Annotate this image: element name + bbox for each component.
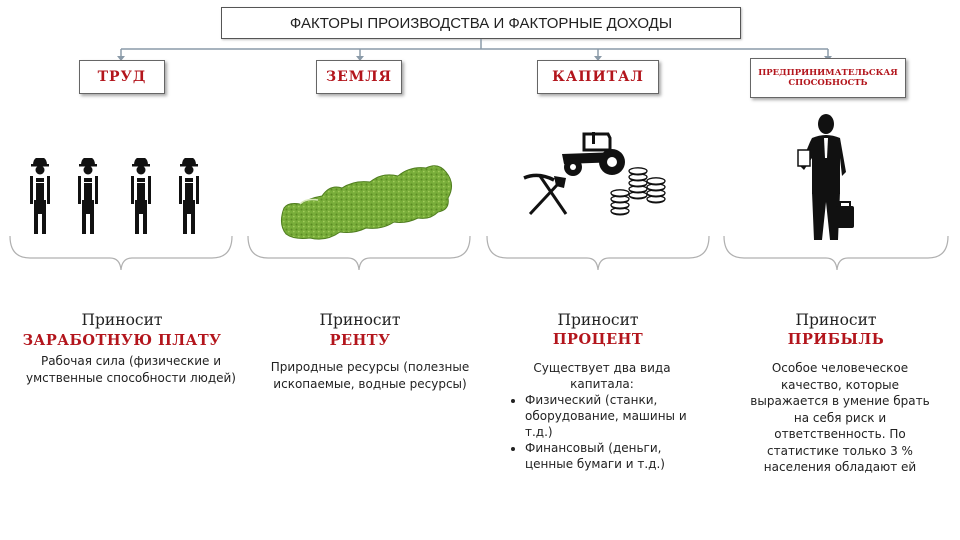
land-brings-label: Приносит bbox=[319, 311, 401, 329]
workers-illustration bbox=[18, 158, 218, 238]
factor-labor-box: ТРУД bbox=[79, 60, 165, 94]
capital-type-financial: • Финансовый (деньги, ценные бумаги и т.д.) bbox=[525, 440, 693, 472]
entrepreneurship-description: Особое человеческое качество, которые выражается в умение брать на себя риск и ответственность. По статистике только 3 % населения обладают ей bbox=[750, 361, 930, 474]
capital-type-physical: • Физический (станки, оборудование, машины и т.д.) bbox=[525, 392, 693, 440]
worker-icon bbox=[78, 158, 98, 234]
coins-icon bbox=[606, 166, 670, 218]
capital-description bbox=[503, 360, 693, 472]
labor-description: Рабочая сила (физические и умственные способности людей) bbox=[25, 354, 236, 385]
labor-income-label: ЗАРАБОТНУЮ ПЛАТУ bbox=[22, 332, 222, 349]
capital-types-list bbox=[503, 392, 693, 472]
bracket-3 bbox=[487, 236, 709, 270]
entrepreneurship-income-label: ПРИБЫЛЬ bbox=[787, 331, 885, 348]
labor-brings-label: Приносит bbox=[81, 311, 163, 329]
land-income-label: РЕНТУ bbox=[329, 332, 391, 349]
capital-brings-label: Приносит bbox=[557, 311, 639, 329]
factor-land-box: ЗЕМЛЯ bbox=[316, 60, 402, 94]
worker-icon bbox=[131, 158, 151, 234]
entrepreneurship-brings-label: Приносит bbox=[795, 311, 877, 329]
diagram-title: ФАКТОРЫ ПРОИЗВОДСТВА И ФАКТОРНЫЕ ДОХОДЫ bbox=[221, 7, 741, 39]
factor-entrepreneurship-box: ПРЕДПРИНИМАТЕЛЬСКАЯ СПОСОБНОСТЬ bbox=[750, 58, 906, 98]
factor-capital-box: КАПИТАЛ bbox=[537, 60, 659, 94]
bracket-1 bbox=[10, 236, 232, 270]
land-map-icon bbox=[270, 158, 470, 248]
pickaxe-shovel-icon bbox=[520, 170, 574, 218]
businessman-icon bbox=[792, 112, 862, 246]
capital-income-label: ПРОЦЕНТ bbox=[552, 331, 644, 348]
capital-description-intro: Существует два вида капитала: bbox=[533, 361, 671, 391]
land-description: Природные ресурсы (полезные ископаемые, водные ресурсы) bbox=[270, 360, 470, 391]
worker-icon bbox=[30, 158, 50, 234]
worker-icon bbox=[179, 158, 199, 234]
